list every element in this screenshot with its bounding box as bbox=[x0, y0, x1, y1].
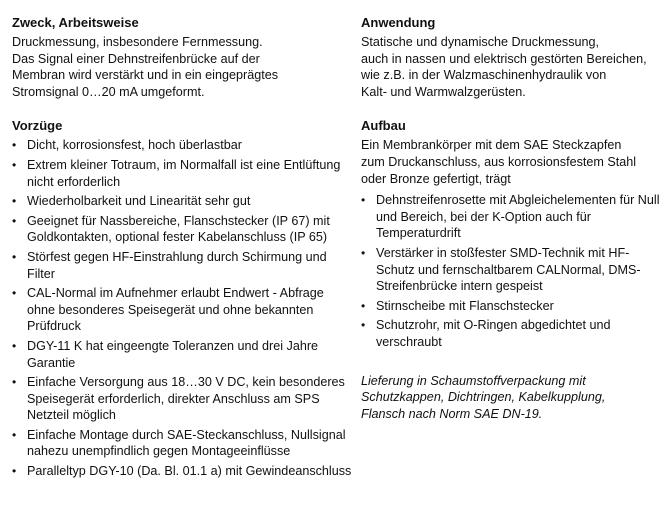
advantage-item: • Einfache Versorgung aus 18…30 V DC, kein besonderes Speisegerät erforderlich, direkter Anschluss am SPS Netzteil möglich bbox=[12, 374, 352, 424]
construction-heading: Aufbau bbox=[361, 118, 406, 134]
left-column bbox=[12, 14, 352, 497]
purpose-line: Das Signal einer Dehnstreifenbrücke auf der bbox=[12, 51, 260, 66]
advantage-item: • Einfache Montage durch SAE-Steckanschluss, Nullsignal nahezu unempfindlich gegen Montageeinflüsse bbox=[12, 427, 352, 460]
construction-intro-line: oder Bronze gefertigt, trägt bbox=[361, 171, 511, 186]
advantage-item: • Paralleltyp DGY-10 (Da. Bl. 01.1 a) mit Gewindeanschluss bbox=[12, 463, 352, 480]
purpose-section bbox=[12, 14, 352, 100]
construction-item: • Verstärker in stoßfester SMD-Technik mit HF-Schutz und fernschaltbarem CALNormal, DMS-Streifenbrücke intern gespeist bbox=[361, 245, 661, 295]
delivery-note-line: Lieferung in Schaumstoffverpackung mit bbox=[361, 373, 586, 388]
application-heading: Anwendung bbox=[361, 15, 436, 30]
application-line: Statische und dynamische Druckmessung, bbox=[361, 35, 599, 49]
advantages-heading: Vorzüge bbox=[12, 118, 63, 134]
construction-list bbox=[361, 192, 661, 350]
application-line: Kalt- und Warmwalzgerüsten. bbox=[361, 84, 526, 99]
application-text bbox=[361, 34, 661, 100]
advantage-item: • CAL-Normal im Aufnehmer erlaubt Endwert - Abfrage ohne besonderes Speisegerät und ohne bekannten Prüfdruck bbox=[12, 285, 352, 335]
advantage-item: • Geeignet für Nassbereiche, Flanschstecker (IP 67) mit Goldkontakten, optional fester Kabelanschluss (IP 65) bbox=[12, 213, 352, 246]
delivery-note-line: Schutzkappen, Dichtringen, Kabelkupplung, bbox=[361, 390, 606, 405]
right-column bbox=[361, 14, 661, 422]
purpose-line: Druckmessung, insbesondere Fernmessung. bbox=[12, 35, 263, 49]
construction-intro-line: Ein Membrankörper mit dem SAE Steckzapfen bbox=[361, 138, 622, 153]
construction-item: • Stirnscheibe mit Flanschstecker bbox=[361, 298, 661, 315]
advantages-section bbox=[12, 117, 352, 479]
advantage-item: • DGY-11 K hat eingeengte Toleranzen und drei Jahre Garantie bbox=[12, 338, 352, 371]
application-line: wie z.B. in der Walzmaschinenhydraulik von bbox=[361, 68, 607, 83]
purpose-heading: Zweck, Arbeitsweise bbox=[12, 15, 139, 30]
advantage-item: • Wiederholbarkeit und Linearität sehr gut bbox=[12, 193, 352, 210]
purpose-text bbox=[12, 34, 352, 100]
construction-item: • Dehnstreifenrosette mit Abgleichelementen für Null und Bereich, bei der K-Option auch für Temperaturdrift bbox=[361, 192, 661, 242]
purpose-line: Membran wird verstärkt und in ein eingeprägtes bbox=[12, 68, 278, 83]
advantage-item: • Dicht, korrosionsfest, hoch überlastbar bbox=[12, 137, 352, 154]
advantages-list bbox=[12, 137, 352, 479]
construction-intro bbox=[361, 137, 661, 187]
construction-item: • Schutzrohr, mit O-Ringen abgedichtet und verschraubt bbox=[361, 317, 661, 350]
delivery-note-line: Flansch nach Norm SAE DN-19. bbox=[361, 406, 543, 421]
advantage-item: • Störfest gegen HF-Einstrahlung durch Schirmung und Filter bbox=[12, 249, 352, 282]
application-section bbox=[361, 14, 661, 100]
application-line: auch in nassen und elektrisch gestörten Bereichen, bbox=[361, 51, 647, 66]
advantage-item: • Extrem kleiner Totraum, im Normalfall ist eine Entlüftung nicht erforderlich bbox=[12, 157, 352, 190]
purpose-line: Stromsignal 0…20 mA umgeformt. bbox=[12, 84, 205, 99]
construction-intro-line: zum Druckanschluss, aus korrosionsfestem Stahl bbox=[361, 154, 637, 169]
construction-section bbox=[361, 117, 661, 350]
delivery-note bbox=[361, 373, 661, 423]
